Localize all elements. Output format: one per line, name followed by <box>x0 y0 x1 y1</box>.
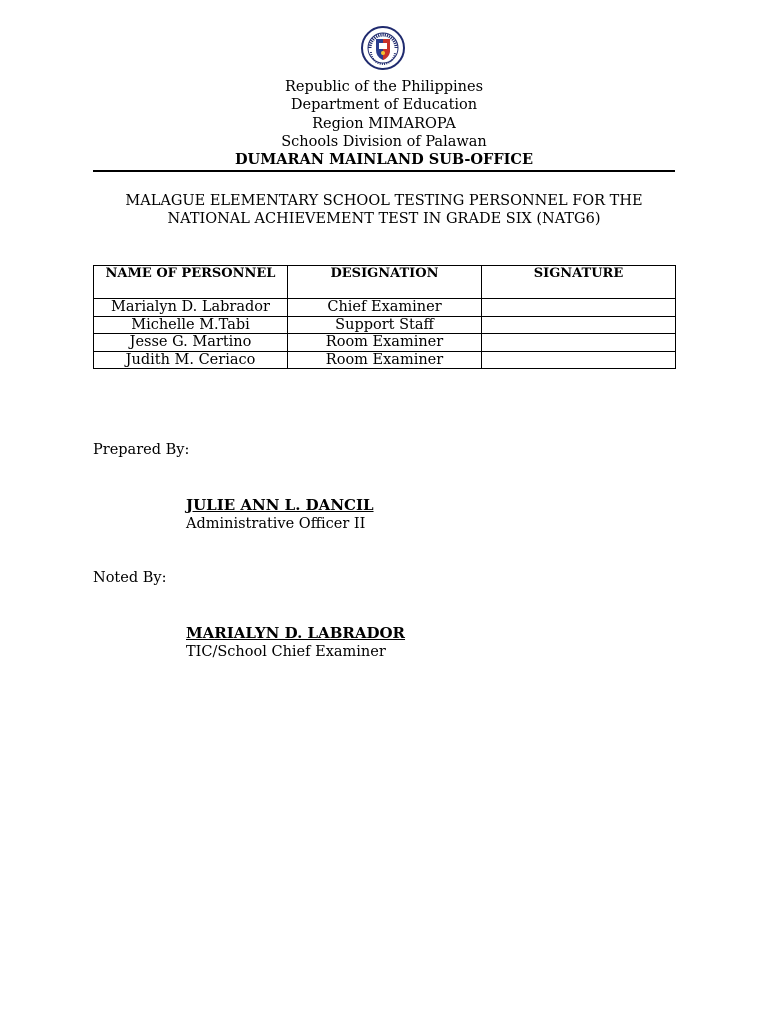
personnel-signature <box>482 334 676 352</box>
personnel-name: Judith M. Ceriaco <box>94 351 288 369</box>
personnel-name: Marialyn D. Labrador <box>94 299 288 317</box>
column-header-name: NAME OF PERSONNEL <box>94 266 288 299</box>
noted-by-label: Noted By: <box>93 570 167 586</box>
header-region: Region MIMAROPA <box>312 115 456 132</box>
prepared-by-name: JULIE ANN L. DANCIL <box>186 496 374 514</box>
header-office: DUMARAN MAINLAND SUB-OFFICE <box>234 151 534 169</box>
personnel-signature <box>482 351 676 369</box>
letterhead <box>93 78 675 169</box>
table-row <box>94 299 676 317</box>
column-header-designation: DESIGNATION <box>288 266 482 299</box>
table-header-row <box>94 266 676 299</box>
table-row <box>94 351 676 369</box>
personnel-designation: Chief Examiner <box>288 299 482 317</box>
header-country: Republic of the Philippines <box>284 79 484 95</box>
header-division: Schools Division of Palawan <box>281 133 487 150</box>
noted-by-signatory <box>186 624 405 662</box>
prepared-by-position: Administrative Officer II <box>186 516 366 532</box>
title-line-1: MALAGUE ELEMENTARY SCHOOL TESTING PERSONNEL FOR THE <box>125 193 643 209</box>
personnel-signature <box>482 299 676 317</box>
column-header-signature: SIGNATURE <box>482 266 676 299</box>
personnel-name: Michelle M.Tabi <box>94 316 288 334</box>
title-line-2: NATIONAL ACHIEVEMENT TEST IN GRADE SIX (NATG6) <box>167 211 601 227</box>
personnel-designation: Support Staff <box>288 316 482 334</box>
deped-seal-icon <box>361 25 405 71</box>
personnel-name: Jesse G. Martino <box>94 334 288 352</box>
noted-by-position: TIC/School Chief Examiner <box>186 644 386 660</box>
noted-by-name: MARIALYN D. LABRADOR <box>186 624 406 642</box>
document-title <box>93 192 675 228</box>
prepared-by-signatory <box>186 496 374 534</box>
personnel-table <box>93 265 676 369</box>
personnel-designation: Room Examiner <box>288 334 482 352</box>
table-row <box>94 316 676 334</box>
table-row <box>94 334 676 352</box>
prepared-by-label: Prepared By: <box>93 442 190 458</box>
personnel-designation: Room Examiner <box>288 351 482 369</box>
personnel-signature <box>482 316 676 334</box>
header-divider <box>93 170 675 172</box>
header-department: Department of Education <box>290 97 478 114</box>
